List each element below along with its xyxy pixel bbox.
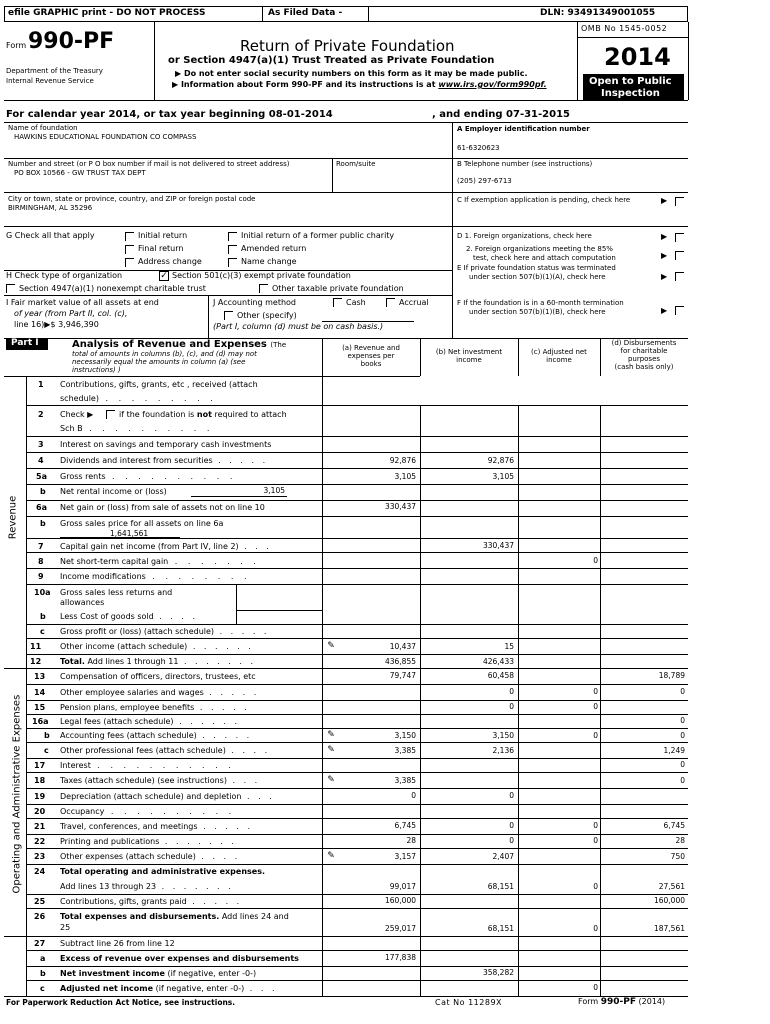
f-checkbox[interactable]	[675, 306, 684, 315]
row-4-col-a: 92,876	[389, 456, 416, 465]
row-23-col-a: 3,157	[394, 852, 416, 861]
row-num: 27	[34, 939, 46, 948]
name-label: Name of foundation	[8, 124, 78, 132]
row-5b-value: 3,105	[263, 486, 285, 495]
h-4947-checkbox[interactable]	[6, 284, 15, 293]
form-title: Return of Private Foundation	[240, 37, 455, 55]
initial-former-label: Initial return of a former public charity	[241, 231, 395, 240]
row-27b-col-b: 358,282	[482, 968, 514, 977]
efile-label: efile GRAPHIC print - DO NOT PROCESS	[8, 8, 206, 18]
row-14-col-b: 0	[509, 687, 514, 696]
h-other-checkbox[interactable]	[259, 284, 268, 293]
row-5a-col-b: 3,105	[492, 472, 514, 481]
ein-label: A Employer identification number	[457, 125, 590, 133]
row-num: 6a	[36, 503, 47, 512]
row-desc: if the foundation is not required to attach	[119, 410, 287, 419]
row-25-col-d: 160,000	[653, 896, 685, 905]
row-24-col-d: 27,561	[658, 882, 685, 891]
row-desc: Printing and publications . . . . . . .	[60, 837, 237, 846]
row-11-col-a: 10,437	[389, 642, 416, 651]
row-num: 20	[34, 807, 46, 816]
address-change-checkbox[interactable]	[125, 258, 134, 267]
row-26-col-a: 259,017	[384, 924, 416, 933]
h-4947-label: Section 4947(a)(1) nonexempt charitable trust	[19, 284, 206, 293]
row-17-col-d: 0	[680, 760, 685, 769]
form-subtitle: or Section 4947(a)(1) Trust Treated as Private Foundation	[168, 55, 495, 66]
h-other-label: Other taxable private foundation	[272, 284, 404, 293]
cash-checkbox[interactable]	[333, 298, 342, 307]
col-a-header: (a) Revenue and expenses per books	[342, 344, 400, 369]
attachment-icon[interactable]: ✎	[327, 745, 335, 755]
row-num: 23	[34, 852, 46, 861]
row-num: 1	[38, 380, 44, 389]
row-desc: Other expenses (attach schedule) . . . .	[60, 852, 241, 861]
initial-return-checkbox[interactable]	[125, 232, 134, 241]
triangle-right-icon: ▶	[661, 232, 668, 241]
d2-label-1: 2. Foreign organizations meeting the 85%	[466, 245, 613, 253]
row-26-col-c: 0	[593, 924, 598, 933]
row-desc: Add lines 13 through 23 . . . . . . .	[60, 882, 234, 891]
initial-former-checkbox[interactable]	[228, 232, 237, 241]
h-501c3-checkbox[interactable]: ✓	[160, 271, 168, 281]
j-note: (Part I, column (d) must be on cash basis.)	[213, 322, 384, 331]
accrual-checkbox[interactable]	[386, 298, 395, 307]
dln-label: DLN: 93491349001055	[540, 8, 656, 18]
row-desc: Other professional fees (attach schedule) . . . .	[60, 746, 271, 755]
row-num: 14	[34, 688, 46, 697]
row-desc: Net investment income (if negative, enter -0-)	[60, 969, 257, 978]
row-13-col-d: 18,789	[658, 671, 685, 680]
city-value: BIRMINGHAM, AL 35296	[8, 204, 93, 212]
row-26-col-d: 187,561	[653, 924, 685, 933]
dept-irs: Internal Revenue Service	[6, 77, 94, 85]
cash-label: Cash	[346, 298, 366, 307]
row-desc: 25	[60, 923, 71, 932]
row-4-col-b: 92,876	[487, 456, 514, 465]
ssn-notice: ▶ Do not enter social security numbers on this form as it may be made public.	[175, 69, 528, 78]
room-label: Room/suite	[336, 160, 376, 168]
dept-treasury: Department of the Treasury	[6, 67, 103, 75]
row-num: 12	[30, 657, 42, 666]
row-12-col-a: 436,855	[384, 657, 416, 666]
row-num: 18	[34, 776, 46, 785]
row-22-col-a: 28	[406, 836, 416, 845]
row-desc: Income modifications . . . . . . . .	[60, 572, 251, 581]
row-24-col-c: 0	[593, 882, 598, 891]
row-15-col-c: 0	[593, 702, 598, 711]
row-num: 11	[30, 642, 42, 651]
row-18-col-d: 0	[680, 776, 685, 785]
triangle-right-icon: ▶	[661, 306, 668, 315]
row-desc: Adjusted net income (if negative, enter -0-) . . .	[60, 984, 278, 993]
attachment-icon[interactable]: ✎	[327, 641, 335, 651]
row-desc: Contributions, gifts, grants, etc , received (attach	[60, 380, 258, 389]
form-number: 990-PF	[28, 29, 115, 54]
col-b-header: (b) Net investment income	[435, 348, 503, 365]
c-exemption-checkbox[interactable]	[675, 197, 684, 206]
row-22-col-b: 0	[509, 836, 514, 845]
row-desc: Interest on savings and temporary cash investments	[60, 440, 272, 449]
row-num: 17	[34, 761, 46, 770]
row-8-col-c: 0	[593, 556, 598, 565]
triangle-right-icon: ▶	[661, 272, 668, 281]
amended-return-label: Amended return	[241, 244, 307, 253]
row-desc: Compensation of officers, directors, trustees, etc	[60, 672, 256, 681]
accrual-label: Accrual	[399, 298, 429, 307]
row-num: c	[40, 627, 45, 636]
row-num: 2	[38, 410, 44, 419]
row-16a-col-d: 0	[680, 716, 685, 725]
row-desc: Gross profit or (loss) (attach schedule) . . . . .	[60, 627, 270, 636]
row-19-col-b: 0	[509, 791, 514, 800]
row-desc: Total operating and administrative expenses.	[60, 867, 265, 876]
row-6a-col-a: 330,437	[384, 502, 416, 511]
row-18-col-a: 3,385	[394, 776, 416, 785]
row-21-col-b: 0	[509, 821, 514, 830]
info-notice: ▶ Information about Form 990-PF and its instructions is at www.irs.gov/form990pf.	[172, 80, 547, 89]
row-num: 10a	[34, 588, 51, 597]
e-label-2: under section 507(b)(1)(A), check here	[469, 273, 606, 281]
row-num: 19	[34, 792, 46, 801]
row-desc: Taxes (attach schedule) (see instructions) . . .	[60, 776, 261, 785]
row-15-col-b: 0	[509, 702, 514, 711]
row-13-col-a: 79,747	[389, 671, 416, 680]
other-method-checkbox[interactable]	[224, 311, 233, 320]
row-desc: schedule) . . . . . . . . .	[60, 394, 217, 403]
row-desc: Pension plans, employee benefits . . . . .	[60, 703, 250, 712]
row-7-col-b: 330,437	[482, 541, 514, 550]
open-public-line1: Open to Public	[589, 76, 672, 87]
part1-sub-1: total of amounts in columns (b), (c), and (d) may not	[72, 350, 257, 358]
d2-checkbox[interactable]	[675, 251, 684, 260]
attachment-icon[interactable]: ✎	[327, 775, 335, 785]
row-desc: Net rental income or (loss)	[60, 487, 167, 496]
row-desc: Total. Add lines 1 through 11 . . . . . . .	[60, 657, 257, 666]
row-desc: Accounting fees (attach schedule) . . . . .	[60, 731, 253, 740]
col-c-header: (c) Adjusted net income	[531, 348, 587, 365]
row-desc: Travel, conferences, and meetings . . . . .	[60, 822, 253, 831]
initial-return-label: Initial return	[138, 231, 188, 240]
row-desc: Net short-term capital gain . . . . . . .	[60, 557, 260, 566]
row-num: c	[40, 984, 45, 993]
row-desc: Gross sales price for all assets on line 6a	[60, 519, 224, 528]
row-13-col-b: 60,458	[487, 671, 514, 680]
row-16c-col-a: 3,385	[394, 746, 416, 755]
row-desc: Depreciation (attach schedule) and depletion . . .	[60, 792, 275, 801]
row-desc: Check ▶	[60, 410, 94, 419]
row-num: 5a	[36, 472, 47, 481]
h-501c3-label: Section 501(c)(3) exempt private foundation	[172, 271, 351, 280]
part1-title: Analysis of Revenue and Expenses (The	[72, 339, 287, 350]
row-desc: Gross sales less returns and	[60, 588, 173, 597]
c-exemption-label: C If exemption application is pending, check here	[457, 196, 631, 204]
final-return-label: Final return	[138, 244, 184, 253]
city-label: City or town, state or province, country, and ZIP or foreign postal code	[8, 195, 256, 203]
open-public-line2: Inspection	[601, 88, 660, 99]
triangle-right-icon: ▶	[661, 251, 668, 260]
row-desc: Subtract line 26 from line 12	[60, 939, 175, 948]
row-num: 9	[38, 572, 44, 581]
amended-return-checkbox[interactable]	[228, 245, 237, 254]
row-12-col-b: 426,433	[482, 657, 514, 666]
row-num: 25	[34, 897, 46, 906]
row-num: 24	[34, 867, 46, 876]
row-num: b	[40, 969, 46, 978]
row-num: c	[44, 746, 49, 755]
irs-link[interactable]: www.irs.gov/form990pf.	[438, 80, 547, 89]
shaded-row1-bcd	[420, 376, 688, 405]
phone-value: (205) 297-6713	[457, 177, 512, 185]
attachment-icon[interactable]: ✎	[327, 851, 335, 861]
row-desc: Sch B . . . . . . . . . .	[60, 424, 214, 433]
h-label: H Check type of organization	[6, 271, 123, 280]
sch-b-checkbox[interactable]	[106, 410, 115, 419]
row-desc: Interest . . . . . . . . . . .	[60, 761, 235, 770]
row-desc: Other employee salaries and wages . . . . .	[60, 688, 260, 697]
e-label-1: E If private foundation status was terminated	[457, 264, 616, 272]
row-24-col-b: 68,151	[487, 882, 514, 891]
row-num: b	[44, 731, 50, 740]
row-19-col-a: 0	[411, 791, 416, 800]
row-16c-col-b: 2,136	[492, 746, 514, 755]
attachment-icon[interactable]: ✎	[327, 730, 335, 740]
e-checkbox[interactable]	[675, 272, 684, 281]
row-num: 7	[38, 542, 44, 551]
row-23-col-d: 750	[670, 852, 685, 861]
row-num: b	[40, 519, 46, 528]
row-num: 21	[34, 822, 46, 831]
omb-number: OMB No 1545-0052	[581, 24, 668, 33]
row-desc: Net gain or (loss) from sale of assets not on line 10	[60, 503, 265, 512]
d2-label-2: test, check here and attach computation	[473, 254, 616, 262]
row-num: b	[40, 612, 46, 621]
side-label-expenses: Operating and Administrative Expenses	[11, 694, 23, 894]
row-num: 8	[38, 557, 44, 566]
street-value: PO BOX 10566 - GW TRUST TAX DEPT	[14, 169, 146, 177]
g-label: G Check all that apply	[6, 231, 95, 240]
row-16c-col-d: 1,249	[663, 746, 685, 755]
row-27c-col-c: 0	[593, 983, 598, 992]
final-return-checkbox[interactable]	[125, 245, 134, 254]
row-desc: Contributions, gifts, grants paid . . . . .	[60, 897, 243, 906]
side-label-revenue: Revenue	[7, 495, 19, 540]
row-num: 3	[38, 440, 44, 449]
row-21-col-a: 6,745	[394, 821, 416, 830]
i-label-1: I Fair market value of all assets at end	[6, 298, 159, 307]
row-16b-col-a: 3,150	[394, 731, 416, 740]
part1-sub-2: necessarily equal the amounts in column (a) (see	[72, 358, 246, 366]
row-num: 22	[34, 837, 46, 846]
row-num: 15	[34, 703, 46, 712]
row-26-col-b: 68,151	[487, 924, 514, 933]
row-16b-col-b: 3,150	[492, 731, 514, 740]
row-num: 13	[34, 672, 46, 681]
row-27a-col-a: 177,838	[384, 953, 416, 962]
row-num: 26	[34, 912, 46, 921]
row-16b-col-c: 0	[593, 731, 598, 740]
row-11-col-b: 15	[504, 642, 514, 651]
row-6b-value: 1,641,561	[110, 529, 149, 538]
row-22-col-d: 28	[675, 836, 685, 845]
fmv-value: line 16)▶$ 3,946,390	[14, 320, 99, 329]
foundation-name: HAWKINS EDUCATIONAL FOUNDATION CO COMPASS	[14, 133, 197, 141]
footer-form: Form 990-PF (2014)	[578, 997, 666, 1007]
other-method-label: Other (specify)	[237, 311, 297, 320]
d1-label: D 1. Foreign organizations, check here	[457, 232, 592, 240]
f-label-2: under section 507(b)(1)(B), check here	[469, 308, 606, 316]
row-desc: Capital gain net income (from Part IV, line 2) . . .	[60, 542, 272, 551]
row-num: 16a	[32, 717, 49, 726]
row-desc: Occupancy . . . . . . . . . .	[60, 807, 236, 816]
row-desc: Legal fees (attach schedule) . . . . . .	[60, 717, 241, 726]
row-num: b	[40, 487, 46, 496]
part1-sub-3: instructions) )	[72, 366, 121, 374]
period-begin: For calendar year 2014, or tax year beginning 08-01-2014	[6, 109, 333, 120]
row-5a-col-a: 3,105	[394, 472, 416, 481]
row-desc: Dividends and interest from securities . . . . .	[60, 456, 269, 465]
row-desc: Gross rents . . . . . . . . . .	[60, 472, 237, 481]
tax-year: 2014	[604, 43, 671, 71]
street-label: Number and street (or P O box number if mail is not delivered to street address)	[8, 160, 290, 168]
ein-value: 61-6320623	[457, 144, 500, 152]
address-change-label: Address change	[138, 257, 202, 266]
row-desc: Total expenses and disbursements. Add lines 24 and	[60, 912, 289, 921]
row-desc: allowances	[60, 598, 105, 607]
row-desc: Excess of revenue over expenses and disbursements	[60, 954, 299, 963]
f-label-1: F If the foundation is in a 60-month termination	[457, 299, 624, 307]
name-change-label: Name change	[241, 257, 297, 266]
row-desc: Less Cost of goods sold . . . .	[60, 612, 199, 621]
footer-paperwork: For Paperwork Reduction Act Notice, see instructions.	[6, 998, 236, 1007]
j-label: J Accounting method	[213, 298, 297, 307]
footer-cat: Cat No 11289X	[435, 998, 503, 1007]
row-num: a	[40, 954, 46, 963]
row-num: 4	[38, 456, 44, 465]
row-14-col-c: 0	[593, 687, 598, 696]
row-16b-col-d: 0	[680, 731, 685, 740]
row-25-col-a: 160,000	[384, 896, 416, 905]
form-prefix: Form	[6, 41, 27, 50]
i-label-2: of year (from Part II, col. (c),	[14, 309, 128, 318]
row-21-col-c: 0	[593, 821, 598, 830]
period-end: , and ending 07-31-2015	[432, 109, 570, 120]
phone-label: B Telephone number (see instructions)	[457, 160, 593, 168]
triangle-right-icon: ▶	[661, 196, 668, 205]
col-d-header: (d) Disbursements for charitable purposes (cash basis only)	[611, 339, 677, 372]
row-23-col-b: 2,407	[492, 852, 514, 861]
row-14-col-d: 0	[680, 687, 685, 696]
d1-checkbox[interactable]	[675, 233, 684, 242]
as-filed-label: As Filed Data -	[268, 8, 343, 18]
row-21-col-d: 6,745	[663, 821, 685, 830]
row-desc: Other income (attach schedule) . . . . . .	[60, 642, 254, 651]
part1-tag: Part I	[11, 338, 39, 348]
name-change-checkbox[interactable]	[228, 258, 237, 267]
row-24-col-a: 99,017	[389, 882, 416, 891]
row-22-col-c: 0	[593, 836, 598, 845]
